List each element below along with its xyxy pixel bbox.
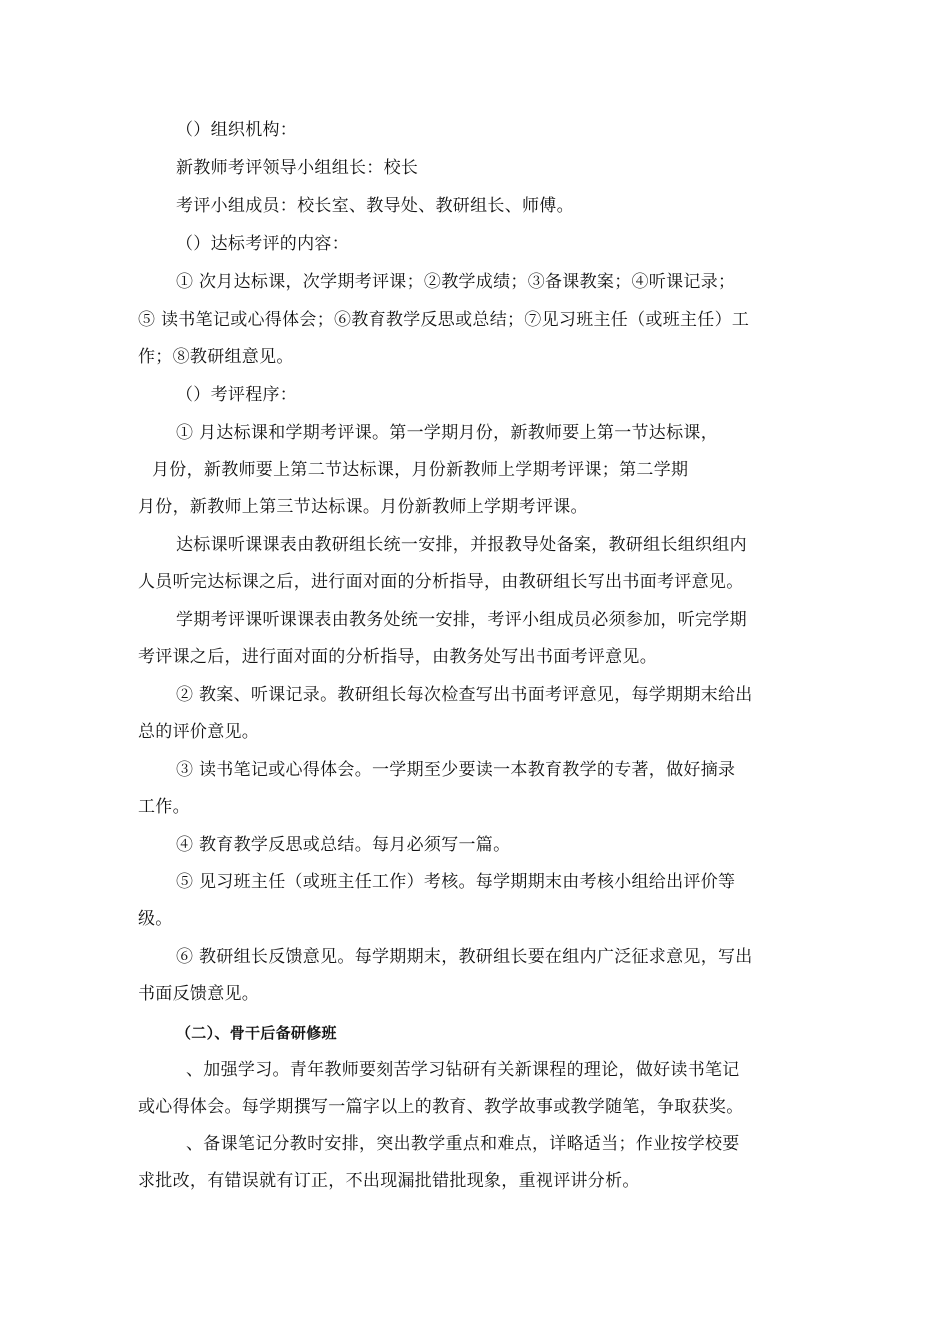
item-2-line-1: ② 教案、听课记录。教研组长每次检查写出书面考评意见，每学期期末给出	[176, 685, 753, 705]
study-line-2: 或心得体会。每学期撰写一篇字以上的教育、教学故事或教学随笔，争取获奖。	[138, 1097, 744, 1117]
item-2-line-2: 总的评价意见。	[138, 722, 260, 742]
lesson-prep-line-2: 求批改，有错误就有订正，不出现漏批错批现象，重视评讲分析。	[138, 1171, 640, 1191]
item-5-line-2: 级。	[138, 909, 173, 929]
procedure-line-3: 月份，新教师上第三节达标课。月份新教师上学期考评课。	[138, 497, 588, 517]
procedure-line-2: 月份，新教师要上第二节达标课，月份新教师上学期考评课；第二学期	[152, 460, 689, 480]
content-item-line-2: ⑤ 读书笔记或心得体会；⑥教育教学反思或总结；⑦见习班主任（或班主任）工	[138, 310, 750, 330]
item-4-line: ④ 教育教学反思或总结。每月必须写一篇。	[176, 835, 511, 855]
procedure-heading: （）考评程序：	[176, 385, 298, 405]
content-item-line-1: ① 次月达标课，次学期考评课；②教学成绩；③备课教案；④听课记录；	[176, 272, 736, 292]
paragraph-xueqi-line-1: 学期考评课听课课表由教务处统一安排，考评小组成员必须参加，听完学期	[176, 610, 747, 630]
item-3-line-2: 工作。	[138, 797, 190, 817]
study-line-1: 、加强学习。青年教师要刻苦学习钻研有关新课程的理论，做好读书笔记	[186, 1060, 740, 1080]
paragraph-dabiao-line-2: 人员听完达标课之后，进行面对面的分析指导，由教研组长写出书面考评意见。	[138, 572, 744, 592]
content-item-line-3: 作；⑧教研组意见。	[138, 347, 294, 367]
item-6-line-2: 书面反馈意见。	[138, 984, 260, 1004]
content-heading: （）达标考评的内容：	[176, 234, 349, 254]
item-5-line-1: ⑤ 见习班主任（或班主任工作）考核。每学期期末由考核小组给出评价等	[176, 872, 736, 892]
item-3-line-1: ③ 读书笔记或心得体会。一学期至少要读一本教育教学的专著，做好摘录	[176, 760, 736, 780]
paragraph-xueqi-line-2: 考评课之后，进行面对面的分析指导，由教务处写出书面考评意见。	[138, 647, 657, 667]
members-line: 考评小组成员：校长室、教导处、教研组长、师傅。	[176, 196, 574, 216]
section-2-heading: （二）、骨干后备研修班	[176, 1024, 337, 1042]
leader-line: 新教师考评领导小组组长：校长	[176, 158, 419, 178]
org-structure-heading: （）组织机构：	[176, 120, 298, 140]
procedure-line-1: ① 月达标课和学期考评课。第一学期月份，新教师要上第一节达标课，	[176, 423, 719, 443]
paragraph-dabiao-line-1: 达标课听课课表由教研组长统一安排，并报教导处备案，教研组长组织组内	[176, 535, 747, 555]
lesson-prep-line-1: 、备课笔记分教时安排，突出教学重点和难点，详略适当；作业按学校要	[186, 1134, 740, 1154]
item-6-line-1: ⑥ 教研组长反馈意见。每学期期末，教研组长要在组内广泛征求意见，写出	[176, 947, 753, 967]
